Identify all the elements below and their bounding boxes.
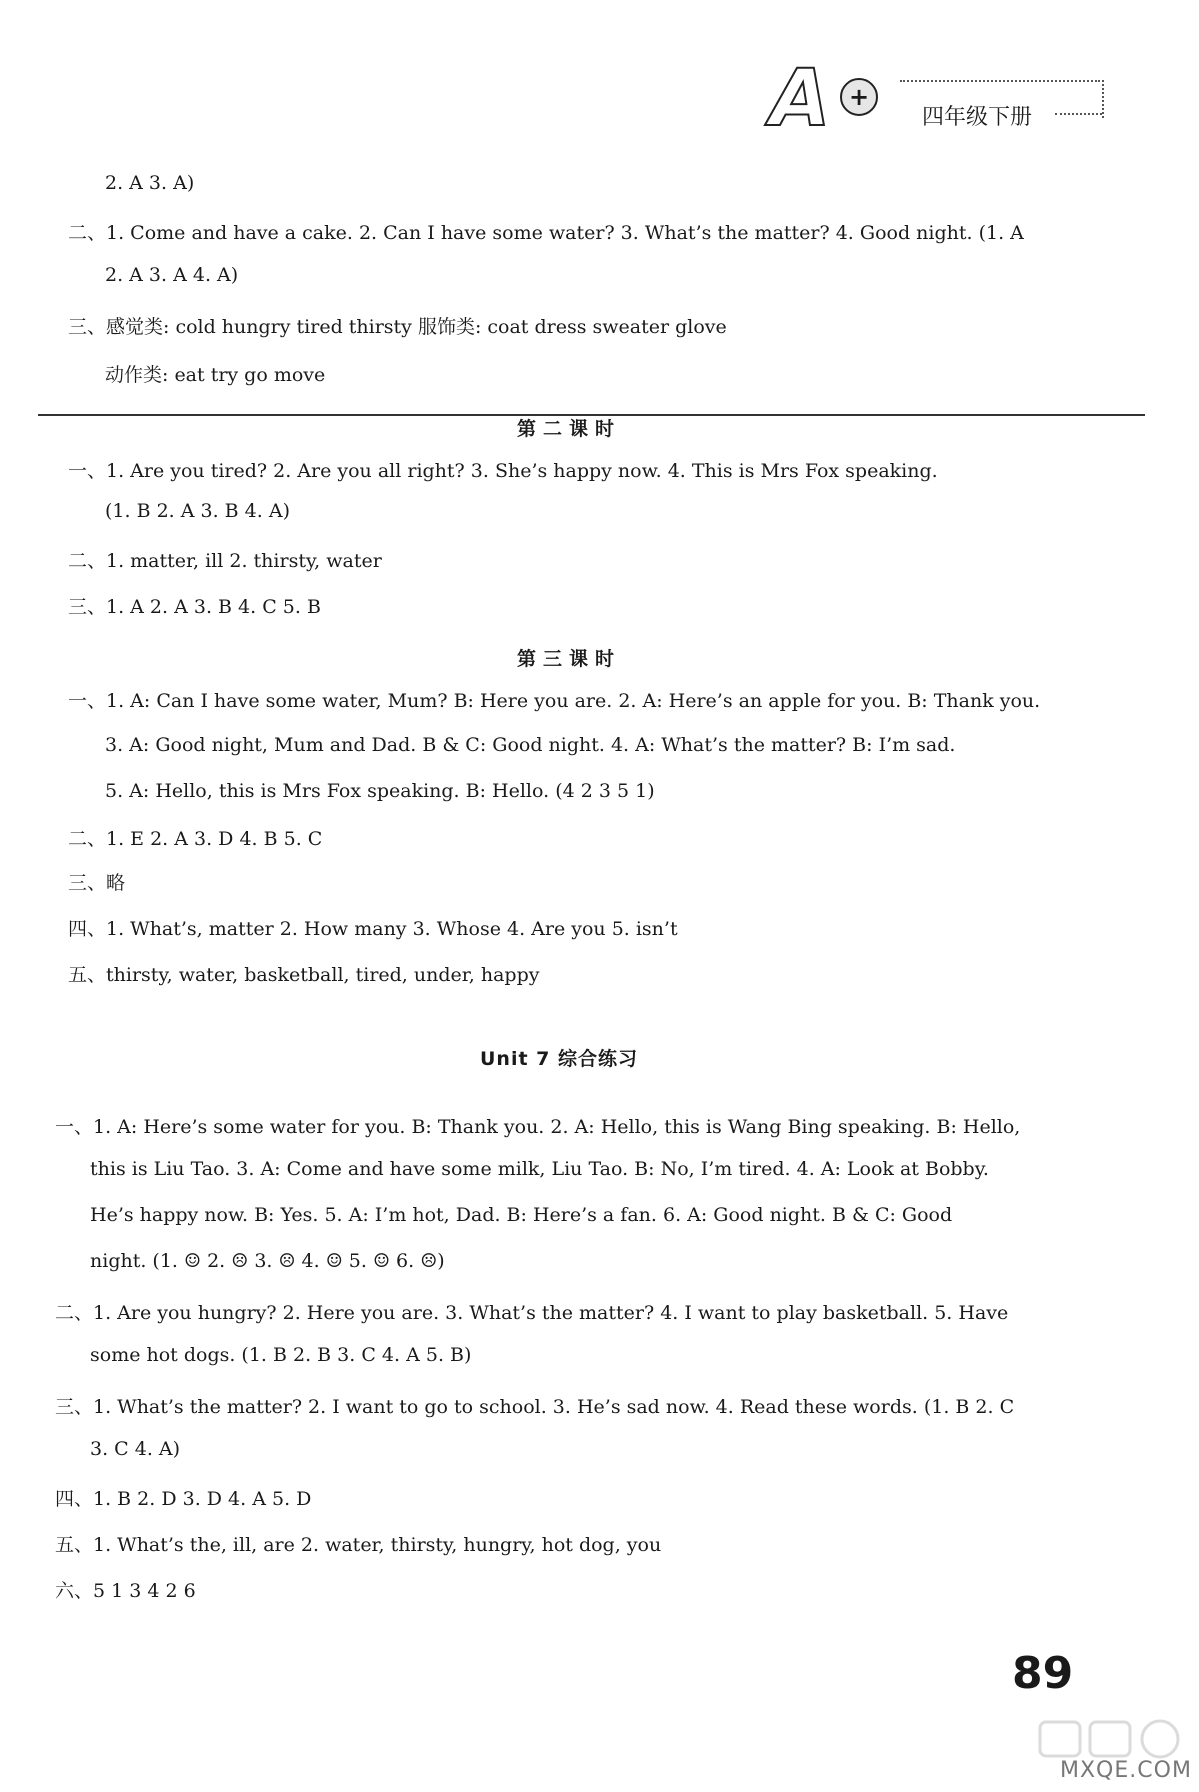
answer-line: 一、1. Are you tired? 2. Are you all right? 3. She’s happy now. 4. This is Mrs Fox speaking. bbox=[68, 460, 938, 482]
header-dotted-underline bbox=[1055, 113, 1102, 115]
answer-line: 五、1. What’s the, ill, are 2. water, thirsty, hungry, hot dog, you bbox=[55, 1534, 662, 1556]
section-title: 第二课时 bbox=[517, 418, 622, 440]
answer-line: 一、1. A: Can I have some water, Mum? B: Here you are. 2. A: Here’s an apple for you. B: Thank you. bbox=[68, 690, 1041, 712]
answer-line: 2. A 3. A) bbox=[105, 172, 195, 194]
section-title: Unit 7 综合练习 bbox=[480, 1048, 638, 1070]
answer-line: this is Liu Tao. 3. A: Come and have some milk, Liu Tao. B: No, I’m tired. 4. A: Look at Bobby. bbox=[90, 1158, 989, 1180]
answer-line: night. (1. ☺ 2. ☹ 3. ☹ 4. ☺ 5. ☺ 6. ☹) bbox=[90, 1250, 445, 1272]
answer-line: 三、1. What’s the matter? 2. I want to go to school. 3. He’s sad now. 4. Read these words. (1. B 2. C bbox=[55, 1396, 1015, 1418]
answer-line: 三、1. A 2. A 3. B 4. C 5. B bbox=[68, 596, 321, 618]
page-number: 89 bbox=[1012, 1648, 1074, 1699]
answer-line: (1. B 2. A 3. B 4. A) bbox=[105, 500, 290, 522]
answer-line: 3. A: Good night, Mum and Dad. B & C: Good night. 4. A: What’s the matter? B: I’m sad. bbox=[105, 734, 956, 756]
header-dotted-edge bbox=[1102, 80, 1104, 118]
header-dotted-line bbox=[900, 80, 1100, 82]
answer-line: 四、1. B 2. D 3. D 4. A 5. D bbox=[55, 1488, 312, 1510]
answer-line: 二、1. Come and have a cake. 2. Can I have some water? 3. What’s the matter? 4. Good night. (1. A bbox=[68, 222, 1024, 244]
section-title: 第三课时 bbox=[517, 648, 622, 670]
logo-letter: A bbox=[770, 54, 831, 144]
answer-line: 3. C 4. A) bbox=[90, 1438, 181, 1460]
answer-line: 二、1. E 2. A 3. D 4. B 5. C bbox=[68, 828, 323, 850]
answer-line: 二、1. matter, ill 2. thirsty, water bbox=[68, 550, 382, 572]
answer-line: some hot dogs. (1. B 2. B 3. C 4. A 5. B) bbox=[90, 1344, 472, 1366]
answer-line: 5. A: Hello, this is Mrs Fox speaking. B: Hello. (4 2 3 5 1) bbox=[105, 780, 655, 802]
answer-line: 二、1. Are you hungry? 2. Here you are. 3. What’s the matter? 4. I want to play basketball. 5. Have bbox=[55, 1302, 1009, 1324]
answer-line: 三、略 bbox=[68, 872, 126, 894]
answer-line: 2. A 3. A 4. A) bbox=[105, 264, 239, 286]
logo-plus-badge: + bbox=[840, 78, 878, 116]
grade-label: 四年级下册 bbox=[922, 105, 1033, 130]
watermark-text: MXQE.COM bbox=[1060, 1758, 1192, 1783]
answer-line: 动作类: eat try go move bbox=[105, 364, 326, 386]
brand-logo bbox=[770, 54, 910, 144]
answer-line: 六、5 1 3 4 2 6 bbox=[55, 1580, 196, 1602]
answer-line: He’s happy now. B: Yes. 5. A: I’m hot, Dad. B: Here’s a fan. 6. A: Good night. B & C: Good bbox=[90, 1204, 953, 1226]
answer-line: 五、thirsty, water, basketball, tired, under, happy bbox=[68, 964, 540, 986]
answer-line: 一、1. A: Here’s some water for you. B: Thank you. 2. A: Hello, this is Wang Bing speaking. B: Hello, bbox=[55, 1116, 1021, 1138]
answer-line: 四、1. What’s, matter 2. How many 3. Whose 4. Are you 5. isn’t bbox=[68, 918, 678, 940]
answer-line: 三、感觉类: cold hungry tired thirsty 服饰类: coat dress sweater glove bbox=[68, 316, 727, 338]
